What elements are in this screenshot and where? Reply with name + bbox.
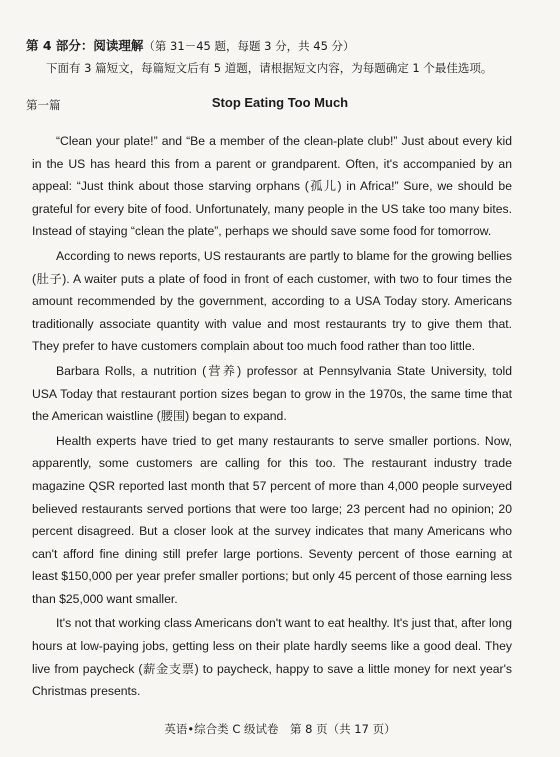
paragraph: “Clean your plate!” and “Be a member of the clean-plate club!” Just about every kid in the US has heard this from a parent or grandparent. Often, it's accompanied by an appeal: “Just think about those starving orphans (孤儿) in Africa!” Sure, we should be grateful for every bite of food. Unfortunately, many people in the US take too many bites. Instead of staying “clean the plate”, perhaps we should save some food for tomorrow. — [32, 134, 512, 239]
paragraph: It's not that working class Americans don't want to eat healthy. It's just that, after long hours at low-paying jobs, getting less on their plate hardly seems like a good deal. They live from paycheck (薪金支票) to paycheck, happy to save a little money for next year's Christmas presents. — [32, 616, 512, 699]
passage-label: 第一篇 — [26, 98, 61, 112]
instructions: 下面有 3 篇短文，每篇短文后有 5 道题，请根据短文内容，为每题确定 1 个最佳选项。 — [46, 61, 493, 75]
part-title: 第 4 部分：阅读理解 — [26, 38, 144, 53]
passage-body — [32, 130, 512, 705]
score-info: （第 31－45 题，每题 3 分，共 45 分） — [143, 39, 355, 53]
paragraph: Health experts have tried to get many restaurants to serve smaller portions. Now, apparently, some customers are calling for this too. The restaurant industry trade magazine QSR reported last month that 57 percent of more than 4,000 people surveyed believed restaurants served portions that were too large; 23 percent had no opinion; 20 percent disagreed. But a closer look at the survey indicates that many Americans who can't afford fine dining still prefer large portions. Seventy percent of those earning at least $150,000 per year prefer smaller portions; but only 45 percent of those earning less than $25,000 want smaller. — [32, 433, 512, 606]
passage-title: Stop Eating Too Much — [211, 95, 349, 110]
page-footer: 英语•综合类 C 级试卷 第 8 页（共 17 页） — [164, 722, 396, 736]
section-heading — [26, 36, 546, 54]
paragraph: According to news reports, US restaurants are partly to blame for the growing bellies (肚子). A waiter puts a plate of food in front of each customer, with two to four times the amount recommended by the government, according to a USA Today story. Americans traditionally associate quantity with value and most restaurants try to give them that. They prefer to have customers complain about too much food rather than too little. — [32, 248, 512, 354]
paragraph: Barbara Rolls, a nutrition (营养) professor at Pennsylvania State University, told USA Today that restaurant portion sizes began to grow in the 1970s, the same time that the American waistline (腰围) began to expand. — [32, 363, 512, 424]
